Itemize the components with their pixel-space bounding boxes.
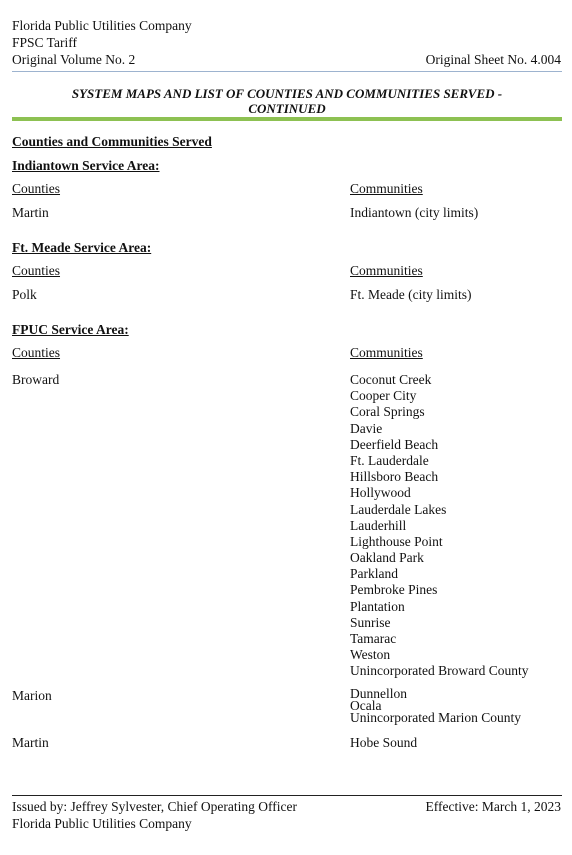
footer-effective-date: Effective: March 1, 2023 bbox=[425, 799, 561, 814]
counties-label: Counties bbox=[12, 181, 61, 196]
footer-divider bbox=[12, 795, 562, 796]
title-line-2: CONTINUED bbox=[248, 101, 326, 116]
county-name: Martin bbox=[12, 735, 49, 750]
community-name: Ft. Meade (city limits) bbox=[350, 287, 472, 302]
community-name: Coral Springs bbox=[350, 404, 425, 420]
community-name: Plantation bbox=[350, 598, 405, 614]
communities-label: Communities bbox=[350, 263, 423, 278]
community-name: Weston bbox=[350, 647, 391, 663]
community-name: Lauderhill bbox=[350, 517, 407, 533]
county-name: Marion bbox=[12, 688, 52, 703]
community-name: Tamarac bbox=[350, 631, 397, 646]
page-title bbox=[30, 86, 544, 116]
community-list bbox=[350, 688, 521, 724]
community-name: Hobe Sound bbox=[350, 735, 418, 750]
counties-label: Counties bbox=[12, 345, 61, 360]
community-name: Indiantown (city limits) bbox=[350, 205, 479, 220]
community-name: Lighthouse Point bbox=[350, 533, 443, 549]
communities-label: Communities bbox=[350, 181, 423, 196]
header-company: Florida Public Utilities Company bbox=[12, 18, 192, 33]
footer-issued-by: Issued by: Jeffrey Sylvester, Chief Operating Officer bbox=[12, 799, 298, 814]
community-name: Hollywood bbox=[350, 485, 411, 501]
area-heading-indiantown: Indiantown Service Area: bbox=[12, 158, 160, 173]
community-name: Sunrise bbox=[350, 614, 391, 630]
communities-label: Communities bbox=[350, 345, 423, 360]
community-name: Parkland bbox=[350, 566, 398, 582]
title-divider bbox=[12, 117, 562, 121]
header-tariff: FPSC Tariff bbox=[12, 35, 77, 50]
community-name: Unincorporated Marion County bbox=[350, 710, 521, 725]
county-name: Broward bbox=[12, 372, 60, 387]
county-name: Martin bbox=[12, 205, 49, 220]
community-name: Lauderdale Lakes bbox=[350, 501, 447, 517]
area-heading-fpuc: FPUC Service Area: bbox=[12, 322, 129, 337]
header-sheet-number: Original Sheet No. 4.004 bbox=[425, 52, 561, 67]
community-name: Cooper City bbox=[350, 388, 417, 404]
community-name: Oakland Park bbox=[350, 550, 424, 566]
header-volume: Original Volume No. 2 bbox=[12, 52, 136, 67]
community-name: Dunnellon bbox=[350, 686, 407, 701]
header-divider bbox=[12, 71, 562, 72]
counties-label: Counties bbox=[12, 263, 61, 278]
community-name: Coconut Creek bbox=[350, 372, 432, 387]
footer-company: Florida Public Utilities Company bbox=[12, 816, 192, 831]
section-heading: Counties and Communities Served bbox=[12, 134, 212, 149]
community-name: Davie bbox=[350, 420, 383, 436]
title-line-1: SYSTEM MAPS AND LIST OF COUNTIES AND COMMUNITIES SERVED - bbox=[71, 86, 503, 101]
community-name: Ocala bbox=[350, 698, 382, 713]
community-name: Pembroke Pines bbox=[350, 582, 438, 598]
community-name: Deerfield Beach bbox=[350, 436, 439, 452]
area-heading-ft-meade: Ft. Meade Service Area: bbox=[12, 240, 152, 255]
community-list bbox=[350, 372, 528, 680]
community-name: Unincorporated Broward County bbox=[350, 663, 529, 679]
community-name: Hillsboro Beach bbox=[350, 469, 439, 485]
county-name: Polk bbox=[12, 287, 37, 302]
community-name: Ft. Lauderdale bbox=[350, 452, 429, 468]
